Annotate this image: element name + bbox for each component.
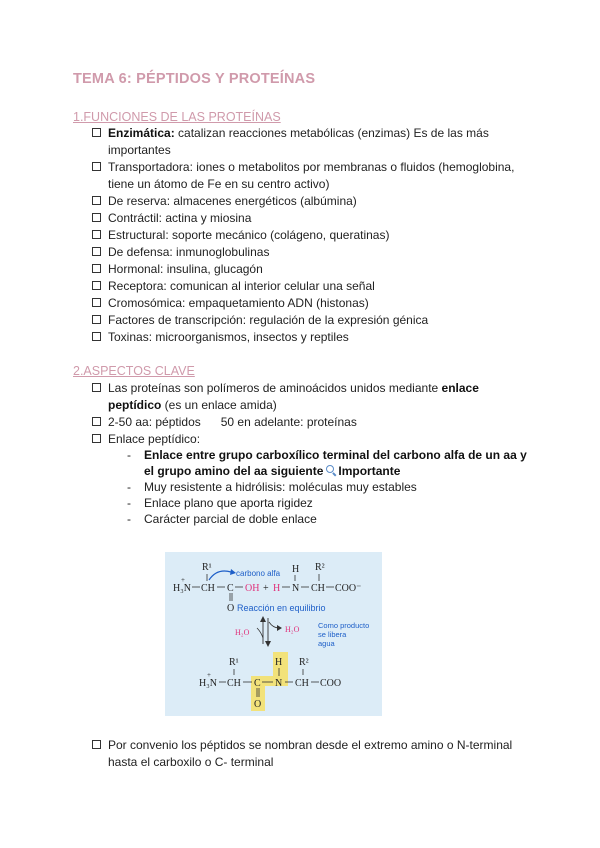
plus-charge-bottom: +	[207, 671, 211, 679]
item-bold-label: enlace peptídico	[108, 381, 479, 412]
sub-item-text: Carácter parcial de doble enlace	[144, 512, 317, 526]
checkbox-icon[interactable]	[92, 315, 101, 324]
equilibrium-label: Reacción en equilibrio	[237, 603, 326, 613]
page-title: TEMA 6: PÉPTIDOS Y PROTEÍNAS	[73, 71, 316, 87]
peptide-bond-diagram	[165, 552, 382, 716]
oh-label: OH	[245, 583, 260, 594]
r1-bottom-label: R¹	[229, 657, 239, 668]
plus-sign: +	[263, 583, 269, 594]
ch-label: CH	[311, 583, 325, 594]
item-bold-label: Enzimática:	[108, 126, 175, 140]
h-label: H	[273, 583, 281, 594]
list-item	[92, 414, 532, 431]
importante-tag: Importante	[338, 464, 401, 478]
item-text: Hormonal: insulina, glucagón	[108, 262, 263, 276]
list-item	[92, 431, 532, 448]
checkbox-icon[interactable]	[92, 383, 101, 392]
checkbox-icon[interactable]	[92, 740, 101, 749]
checkbox-icon[interactable]	[92, 230, 101, 239]
item-text: Las proteínas son polímeros de aminoácidos unidos mediante	[108, 381, 442, 395]
coo-minus-label: COO⁻	[335, 583, 362, 594]
checkbox-icon[interactable]	[92, 298, 101, 307]
section-heading-funciones: 1.FUNCIONES DE LAS PROTEÍNAS	[73, 110, 281, 124]
ch-bottom-label-2: CH	[295, 678, 309, 689]
list-item	[92, 329, 532, 346]
section-heading-aspectos: 2.ASPECTOS CLAVE	[73, 364, 195, 378]
item-text: Contráctil: actina y miosina	[108, 211, 252, 225]
item-text: Factores de transcripción: regulación de la expresión génica	[108, 313, 429, 327]
h3n-bottom-label: H₃N	[199, 678, 217, 689]
item-text: Enlace peptídico:	[108, 432, 201, 446]
item-text: De reserva: almacenes energéticos (albúmina)	[108, 194, 357, 208]
checkbox-icon[interactable]	[92, 417, 101, 426]
h-top-label: H	[292, 564, 300, 575]
producto-line-1: Como producto	[318, 621, 370, 630]
checkbox-icon[interactable]	[92, 128, 101, 137]
sub-item-bold-text: Enlace entre grupo carboxílico terminal del carbono alfa de un aa y el grupo amino del aa siguiente	[144, 448, 527, 478]
coo-bottom-label: COO	[320, 678, 342, 689]
sub-item-text: Enlace plano que aporta rigidez	[144, 496, 313, 510]
list-item	[92, 278, 532, 295]
checkbox-icon[interactable]	[92, 162, 101, 171]
producto-line-3: agua	[318, 639, 335, 648]
o-bottom-label: O	[254, 699, 262, 710]
convention-list	[92, 737, 532, 771]
sub-item: - Enlace entre grupo carboxílico terminal del carbono alfa de un aa y el grupo amino del aa siguiente Importante	[127, 448, 527, 478]
carbono-alfa-label: carbono alfa	[236, 569, 281, 578]
item-text: Estructural: soporte mecánico (colágeno, queratinas)	[108, 228, 390, 242]
list-item	[92, 244, 532, 261]
list-item	[92, 312, 532, 329]
checkbox-icon[interactable]	[92, 196, 101, 205]
list-item	[92, 125, 532, 159]
list-item	[92, 737, 532, 771]
checkbox-icon[interactable]	[92, 213, 101, 222]
plus-charge: +	[181, 576, 185, 584]
item-text: Receptora: comunican al interior celular una señal	[108, 279, 375, 293]
n-bottom-label: N	[275, 678, 283, 689]
list-item	[92, 159, 532, 193]
h-bottom-label: H	[275, 657, 283, 668]
h2o-left-label: H₂O	[235, 628, 250, 637]
c-label: C	[227, 583, 234, 594]
checkbox-icon[interactable]	[92, 247, 101, 256]
ch-bottom-label: CH	[227, 678, 241, 689]
item-text: Por convenio los péptidos se nombran desde el extremo amino o N-terminal hasta el carboxilo o C- terminal	[108, 738, 513, 769]
checkbox-icon[interactable]	[92, 264, 101, 273]
list-item	[92, 227, 532, 244]
sub-item: - Muy resistente a hidrólisis: moléculas muy estables	[127, 480, 417, 494]
magnifier-icon	[326, 465, 337, 476]
item-text: Toxinas: microorganismos, insectos y reptiles	[108, 330, 349, 344]
sub-item-text: Muy resistente a hidrólisis: moléculas muy estables	[144, 480, 417, 494]
n-label: N	[292, 583, 300, 594]
item-text: Cromosómica: empaquetamiento ADN (histonas)	[108, 296, 369, 310]
h3n-label: H₃N	[173, 583, 191, 594]
o-label: O	[227, 603, 235, 614]
list-item	[92, 210, 532, 227]
peptide-bond-sublist	[127, 447, 530, 527]
sub-item: - Enlace plano que aporta rigidez	[127, 496, 313, 510]
c-bottom-label: C	[254, 678, 261, 689]
list-item	[92, 261, 532, 278]
item-text: 2-50 aa: péptidos 50 en adelante: proteínas	[108, 415, 357, 429]
list-item	[92, 380, 532, 414]
producto-line-2: se libera	[318, 630, 347, 639]
sub-item: - Carácter parcial de doble enlace	[127, 512, 317, 526]
h2o-right-label: H₂O	[285, 625, 300, 634]
r2-label: R²	[315, 562, 325, 573]
checkbox-icon[interactable]	[92, 332, 101, 341]
functions-list	[92, 125, 532, 346]
checkbox-icon[interactable]	[92, 281, 101, 290]
r2-bottom-label: R²	[299, 657, 309, 668]
item-text: De defensa: inmunoglobulinas	[108, 245, 270, 259]
ch-label: CH	[201, 583, 215, 594]
list-item	[92, 295, 532, 312]
r1-label: R¹	[202, 562, 212, 573]
item-text: Transportadora: iones o metabolitos por membranas o fluidos (hemoglobina, tiene un átomo de Fe en su centro activo)	[108, 160, 515, 191]
item-text: catalizan reacciones metabólicas (enzimas) Es de las más importantes	[108, 126, 489, 157]
list-item	[92, 193, 532, 210]
key-aspects-list	[92, 380, 532, 448]
item-text: (es un enlace amida)	[161, 398, 277, 412]
checkbox-icon[interactable]	[92, 434, 101, 443]
